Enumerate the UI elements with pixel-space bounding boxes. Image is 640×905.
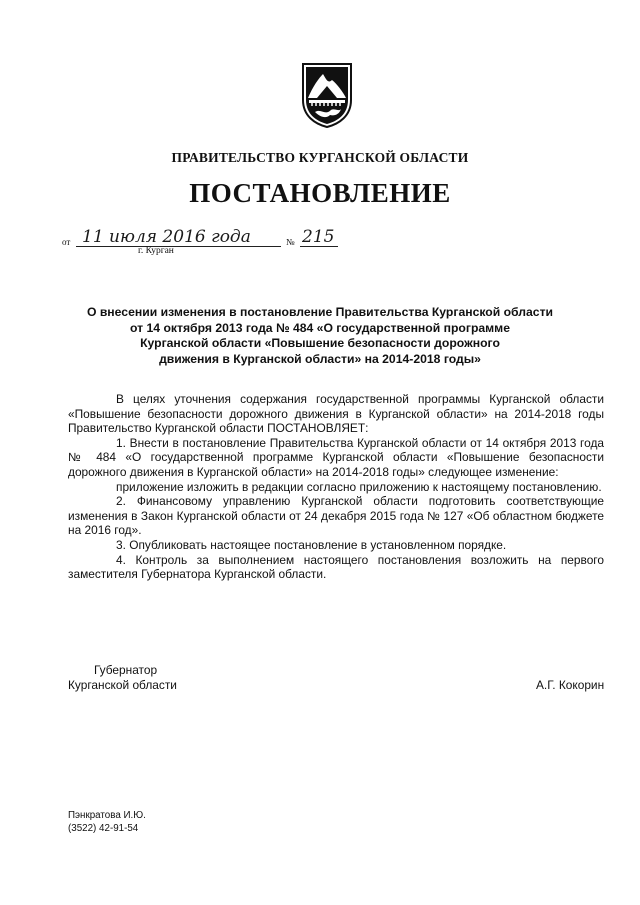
body-paragraph: 1. Внести в постановление Правительства Курганской области от 14 октября 2013 года № 484 «О государственной программе Курганской области «Повышение безопасности дорожного движения в Курганской области» на 2014-2018 годы» следующее изменение: xyxy=(68,435,604,479)
body-paragraph: 2. Финансовому управлению Курганской области подготовить соответствующие изменения в Закон Курганской области от 24 декабря 2015 года № 127 «Об областном бюджете на 2016 год». xyxy=(68,494,604,538)
signatory-region: Курганской области xyxy=(68,678,177,692)
body-paragraph: В целях уточнения содержания государственной программы Курганской области «Повышение безопасности дорожного движения в Курганской области» на 2014-2018 годы Правительство Курганской области ПОСТАНОВЛЯЕТ: xyxy=(68,392,604,436)
coat-of-arms-icon xyxy=(301,62,353,128)
signatory-title xyxy=(68,663,177,693)
body-paragraph: приложение изложить в редакции согласно приложению к настоящему постановлению. xyxy=(116,479,602,494)
executor-name: Пэнкратова И.Ю. xyxy=(68,810,146,821)
body-paragraph: 4. Контроль за выполнением настоящего постановления возложить на первого заместителя Губернатора Курганской области. xyxy=(68,552,604,582)
subject-line: движения в Курганской области» на 2014-2018 годы» xyxy=(159,351,481,366)
from-label: от xyxy=(62,237,71,247)
executor-info xyxy=(68,809,146,835)
government-name: ПРАВИТЕЛЬСТВО КУРГАНСКОЙ ОБЛАСТИ xyxy=(171,150,469,165)
executor-phone: (3522) 42-91-54 xyxy=(68,823,139,834)
body-paragraph: 3. Опубликовать настоящее постановление в установленном порядке. xyxy=(116,537,507,552)
signatory-position: Губернатор xyxy=(94,663,158,677)
document-subject xyxy=(60,305,580,367)
document-title: ПОСТАНОВЛЕНИЕ xyxy=(189,178,451,208)
signatory-name: А.Г. Кокорин xyxy=(536,678,605,692)
document-body xyxy=(68,392,604,582)
subject-line: О внесении изменения в постановление Правительства Курганской области xyxy=(86,305,554,319)
coat-of-arms-emblem xyxy=(301,62,353,128)
handwritten-date: 11 июля 2016 года xyxy=(82,227,251,247)
handwritten-number: 215 xyxy=(302,227,335,247)
date-number-line xyxy=(62,227,362,249)
city-label: г. Курган xyxy=(138,246,174,256)
subject-line: Курганской области «Повышение безопасности дорожного xyxy=(140,336,500,350)
number-label: № xyxy=(286,237,295,247)
subject-line: от 14 октября 2013 года № 484 «О государственной программе xyxy=(130,320,510,335)
